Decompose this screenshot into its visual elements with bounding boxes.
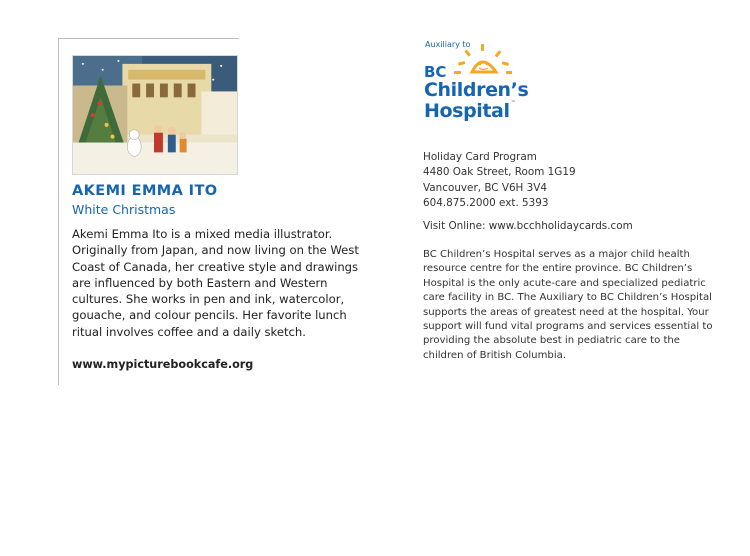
bc-childrens-hospital-logo xyxy=(424,40,534,122)
phone-number: 604.875.2000 ext. 5393 xyxy=(423,197,549,210)
logo-hospital-text: Hospital xyxy=(424,100,510,122)
artist-website-link[interactable]: www.mypicturebookcafe.org xyxy=(72,358,254,371)
hospital-description: BC Children’s Hospital serves as a major child health resource centre for the entire province. BC Children’s Hospital is the only acute-care and specialized pediatric care facility in BC. The Auxiliary to BC Children’s Hospital supports the areas of greatest need at the hospital. Your support will fund vital programs and services essential to providing the absolute best in pediatric care to the children of British Columbia. xyxy=(423,249,713,361)
logo-auxiliary-text: Auxiliary to xyxy=(425,40,471,49)
visit-online-link[interactable]: Visit Online: www.bcchholidaycards.com xyxy=(423,220,633,232)
artwork-title: White Christmas xyxy=(72,202,176,217)
sun-icon xyxy=(452,44,512,80)
artist-bio: Akemi Emma Ito is a mixed media illustrator. Originally from Japan, and now living on the West Coast of Canada, her creative style and drawings are influenced by both Eastern and Western cultures. She works in pen and ink, watercolor, gouache, and colour pencils. Her favorite lunch ritual involves coffee and a daily sketch. xyxy=(72,227,359,339)
logo-trademark: ™ xyxy=(511,100,516,106)
city-address: Vancouver, BC V6H 3V4 xyxy=(423,181,547,194)
artist-name: AKEMI EMMA ITO xyxy=(72,183,218,199)
program-name: Holiday Card Program xyxy=(423,151,537,163)
artwork-image xyxy=(72,55,238,175)
logo-childrens-text: Children’s xyxy=(424,79,529,101)
street-address: 4480 Oak Street, Room 1G19 xyxy=(423,166,576,179)
contact-address xyxy=(423,150,576,212)
logo-bc-text: BC xyxy=(424,63,447,81)
